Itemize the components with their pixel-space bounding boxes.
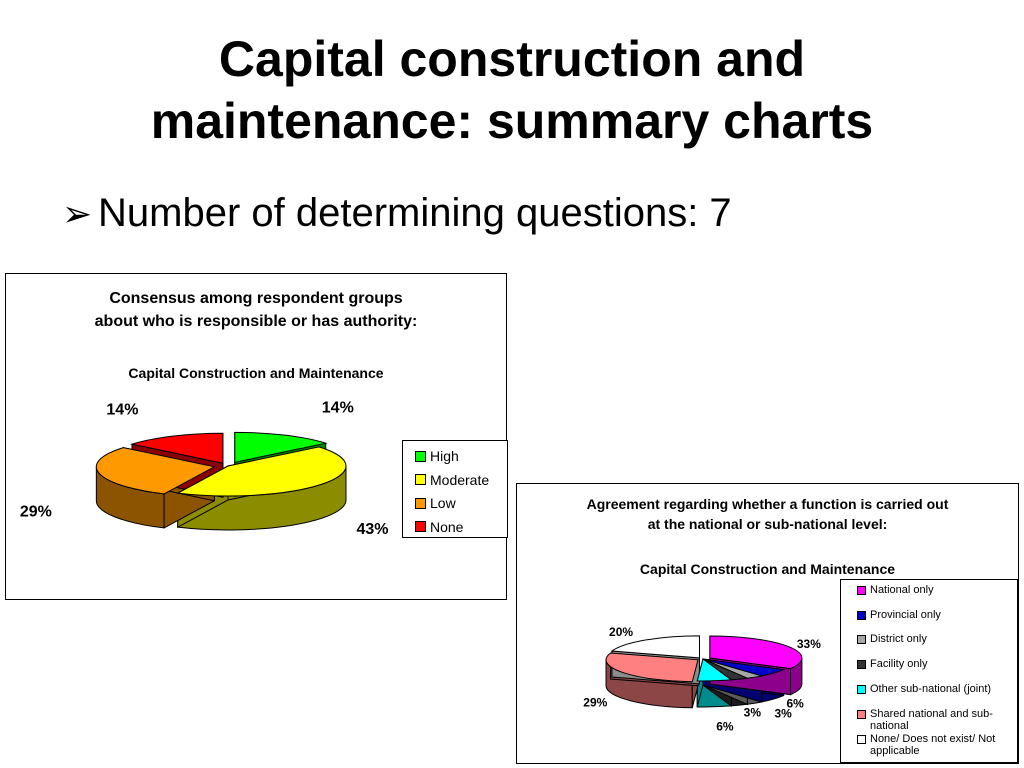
slide-title-line-1: Capital construction and <box>218 31 806 87</box>
slide-title <box>0 28 1024 152</box>
chart-title-line-1: Agreement regarding whether a function is carried out <box>586 496 949 512</box>
chart-title-line-2: about who is responsible or has authority: <box>94 313 418 330</box>
legend-label: Facility only <box>870 658 928 670</box>
legend-swatch <box>415 474 426 485</box>
legend-item-none-does-not-exist-not-applicable <box>857 733 1020 757</box>
legend-swatch <box>415 521 426 532</box>
pie-label-moderate: 43% <box>356 521 389 539</box>
legend-label: Other sub-national (joint) <box>870 683 992 695</box>
bullet-arrow-icon: ➢ <box>62 193 93 234</box>
pie-label-other-sub-national-joint: 6% <box>716 719 734 734</box>
legend-label: Moderate <box>430 471 490 488</box>
chart-title-line-1: Consensus among respondent groups <box>109 290 403 307</box>
legend-swatch <box>415 498 426 509</box>
legend-label: Provincial only <box>870 609 941 621</box>
legend-item-provincial-only <box>857 609 1020 621</box>
national-level-pie-chart <box>516 483 1019 764</box>
legend-item-shared-national-and-sub-national <box>857 708 1020 732</box>
bullet-point <box>62 188 732 239</box>
legend-item-facility-only <box>857 658 1020 670</box>
legend-item-low <box>415 492 507 516</box>
legend-swatch <box>857 710 866 719</box>
pie-label-shared-national-and-sub-national: 29% <box>583 695 608 710</box>
consensus-pie-chart <box>5 273 507 600</box>
legend-label: High <box>430 448 459 464</box>
pie-label-facility-only: 3% <box>743 705 761 720</box>
pie-label-none-does-not-exist-not-applicable: 20% <box>609 625 634 640</box>
chart-subtitle: Capital Construction and Maintenance <box>639 561 896 577</box>
pie-label-high: 14% <box>321 399 354 417</box>
legend-label: District only <box>870 633 927 645</box>
pie-label-none: 14% <box>106 401 139 419</box>
pie-label-national-only: 33% <box>796 637 821 652</box>
bullet-text: Number of determining questions: 7 <box>98 191 732 235</box>
legend-swatch <box>415 451 426 462</box>
pie-label-provincial-only: 6% <box>786 696 804 711</box>
slide-title-line-2: maintenance: summary charts <box>150 93 874 149</box>
legend-swatch <box>857 635 866 644</box>
legend-label: Shared national and sub-national <box>870 708 993 732</box>
legend-item-national-only <box>857 584 1020 596</box>
pie-label-district-only: 3% <box>774 706 792 721</box>
legend-label: None/ Does not exist/ Not applicable <box>870 733 996 757</box>
chart-legend <box>840 579 1018 763</box>
legend-swatch <box>857 660 866 669</box>
legend-label: Low <box>430 495 456 511</box>
legend-item-none <box>415 516 507 540</box>
pie-plot-area <box>6 274 508 601</box>
legend-item-high <box>415 445 507 469</box>
legend-label: National only <box>870 584 934 596</box>
legend-swatch <box>857 685 866 694</box>
chart-title-line-2: at the national or sub-national level: <box>647 516 888 532</box>
legend-swatch <box>857 611 866 620</box>
legend-label: None <box>430 518 464 535</box>
chart-legend <box>402 440 508 538</box>
legend-item-district-only <box>857 633 1020 645</box>
legend-swatch <box>857 735 866 744</box>
chart-subtitle: Capital Construction and Maintenance <box>128 365 384 381</box>
pie-label-low: 29% <box>19 503 52 521</box>
legend-item-other-sub-national-joint <box>857 683 1020 695</box>
legend-swatch <box>857 586 866 595</box>
legend-item-moderate <box>415 469 507 493</box>
